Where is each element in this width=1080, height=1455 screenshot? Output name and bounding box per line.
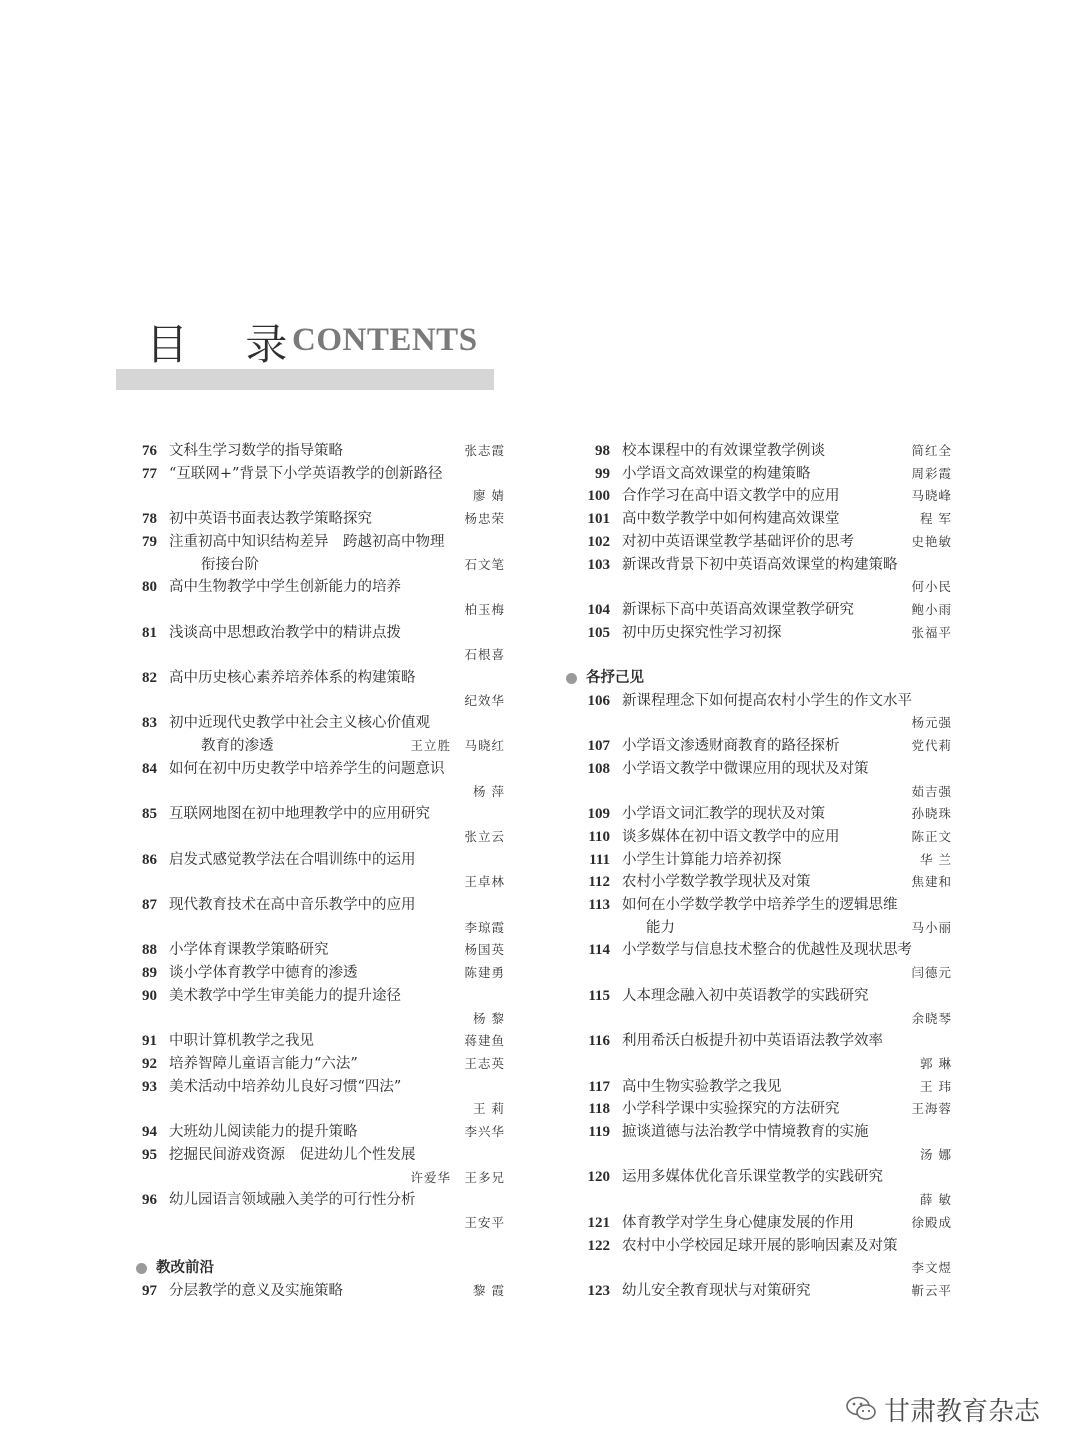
toc-entry	[560, 1098, 952, 1121]
page-number: 103	[587, 556, 610, 573]
article-author: 石文笔	[464, 556, 505, 572]
article-title: 谈多媒体在初中语文教学中的应用	[622, 828, 840, 845]
toc-entry-row	[560, 849, 952, 872]
page-number: 113	[588, 897, 610, 914]
toc-entry	[560, 1121, 952, 1166]
toc-entry	[115, 508, 505, 531]
page-number: 122	[587, 1237, 610, 1254]
article-author: 张福平	[911, 624, 952, 640]
article-title: 大班幼儿阅读能力的提升策略	[169, 1124, 358, 1141]
toc-entry-row	[560, 622, 952, 645]
page-number: 117	[588, 1078, 610, 1095]
article-author: 程 军	[920, 511, 952, 527]
page-number: 102	[587, 533, 610, 550]
page-number: 78	[142, 511, 157, 528]
toc-entry	[560, 485, 952, 508]
toc-entry	[560, 531, 952, 554]
section-heading	[115, 1257, 505, 1280]
article-title: 小学语文高效课堂的构建策略	[622, 465, 811, 482]
article-author: 茹吉强	[911, 783, 952, 799]
page-number: 105	[587, 624, 610, 641]
article-title-continued: 能力	[646, 919, 675, 936]
article-author: 史艳敏	[911, 533, 952, 549]
toc-entry	[115, 985, 505, 1030]
toc-entry-row	[115, 531, 505, 554]
toc-entry-row	[560, 1098, 952, 1121]
page-number: 86	[142, 851, 157, 868]
article-author: 杨元强	[911, 715, 952, 731]
section-bullet-icon	[566, 673, 577, 684]
watermark	[846, 1394, 1041, 1427]
page-number: 114	[588, 942, 610, 959]
article-title-continued: 教育的渗透	[201, 738, 274, 755]
toc-entry-row	[560, 985, 952, 1008]
toc-entry-row	[115, 622, 505, 645]
page-number: 97	[142, 1283, 157, 1299]
section-bullet-icon	[136, 1263, 147, 1274]
page-number: 100	[587, 488, 610, 505]
toc-entry	[560, 1076, 952, 1099]
toc-entry	[115, 463, 505, 508]
article-title: 培养智障儿童语言能力“六法”	[169, 1055, 358, 1072]
article-author: 薛 敏	[920, 1192, 952, 1208]
article-title: 高中数学教学中如何构建高效课堂	[622, 511, 840, 528]
article-title: 农村小学数学教学现状及对策	[622, 874, 811, 891]
toc-entry-row	[115, 1053, 505, 1076]
page-title-english: CONTENTS	[292, 322, 478, 358]
toc-entry	[560, 463, 952, 486]
page-number: 121	[587, 1214, 610, 1231]
toc-entry	[115, 667, 505, 712]
article-author: 靳云平	[911, 1283, 952, 1298]
section-title: 教改前沿	[156, 1260, 214, 1277]
wechat-icon	[846, 1396, 876, 1422]
page-number: 107	[587, 738, 610, 755]
toc-entry-row	[560, 871, 952, 894]
article-author: 杨 黎	[473, 1010, 505, 1026]
toc-entry	[115, 531, 505, 576]
page-number: 118	[588, 1101, 610, 1118]
toc-entry-row	[115, 849, 505, 872]
toc-entry	[115, 712, 505, 757]
toc-entry	[115, 803, 505, 848]
toc-entry-row	[560, 1235, 952, 1258]
page-number: 101	[587, 511, 610, 528]
article-author: 焦建和	[911, 874, 952, 890]
article-title-continued: 衔接台阶	[201, 556, 259, 573]
toc-entry-row	[560, 508, 952, 531]
article-author: 张立云	[464, 828, 505, 844]
toc-entry	[560, 1235, 952, 1280]
page-number: 123	[587, 1283, 610, 1299]
toc-entry	[115, 622, 505, 667]
page-number: 77	[142, 465, 157, 482]
toc-entry-continuation	[115, 735, 505, 758]
toc-entry	[560, 1166, 952, 1211]
article-title: 启发式感觉教学法在合唱训练中的运用	[169, 851, 416, 868]
page-number: 120	[587, 1169, 610, 1186]
article-author: 王志英	[464, 1055, 505, 1071]
article-title: 高中生物实验教学之我见	[622, 1078, 782, 1095]
page-number: 88	[142, 942, 157, 959]
article-author: 余晓琴	[911, 1010, 952, 1026]
page-number: 83	[142, 715, 157, 732]
toc-entry-row	[560, 826, 952, 849]
article-author: 廖 婧	[473, 488, 505, 504]
toc-entry	[560, 735, 952, 758]
article-author: 石根喜	[464, 647, 505, 663]
page-number: 111	[589, 851, 610, 868]
toc-entry	[560, 440, 952, 463]
toc-entry	[560, 826, 952, 849]
page-number: 95	[142, 1146, 157, 1163]
article-author: 杨 萍	[473, 783, 505, 799]
toc-entry	[560, 1212, 952, 1235]
page-number: 85	[142, 806, 157, 823]
toc-entry-continuation	[560, 917, 952, 940]
article-author: 王 玮	[920, 1078, 952, 1094]
toc-entry-row	[560, 758, 952, 781]
article-author: 杨忠荣	[464, 511, 505, 527]
toc-entry-row	[115, 1030, 505, 1053]
toc-entry-row	[560, 803, 952, 826]
toc-entry	[115, 1121, 505, 1144]
article-title: 高中历史核心素养培养体系的构建策略	[169, 670, 416, 687]
article-title: 小学语文词汇教学的现状及对策	[622, 806, 825, 823]
toc-entry	[115, 849, 505, 894]
article-title: 合作学习在高中语文教学中的应用	[622, 488, 840, 505]
article-author: 华 兰	[920, 851, 952, 867]
page-number: 92	[142, 1055, 157, 1072]
article-author: 鲍小雨	[911, 601, 952, 617]
article-title: 幼儿安全教育现状与对策研究	[622, 1283, 811, 1299]
article-title: 对初中英语课堂教学基础评价的思考	[622, 533, 854, 550]
article-author: 纪效华	[464, 692, 505, 708]
toc-entry	[115, 440, 505, 463]
article-title: “互联网+”背景下小学英语教学的创新路径	[169, 465, 443, 482]
toc-entry	[560, 599, 952, 622]
watermark-text: 甘肃教育杂志	[884, 1396, 1041, 1427]
article-author: 杨国英	[464, 942, 505, 958]
page-number: 89	[142, 965, 157, 982]
page-number: 119	[588, 1124, 610, 1141]
article-title: 分层教学的意义及实施策略	[169, 1283, 343, 1299]
article-author: 王立胜 马晓红	[410, 738, 505, 754]
toc-entry-row	[560, 735, 952, 758]
toc-entry-row	[115, 1189, 505, 1212]
page-number: 91	[142, 1033, 157, 1050]
article-author: 汤 娜	[920, 1146, 952, 1162]
article-title: 运用多媒体优化音乐课堂教学的实践研究	[622, 1169, 883, 1186]
toc-entry-row	[560, 894, 952, 917]
article-title: 新课标下高中英语高效课堂教学研究	[622, 601, 854, 618]
page-number: 115	[588, 987, 610, 1004]
article-title: 中职计算机教学之我见	[169, 1033, 314, 1050]
toc-entry-row	[115, 939, 505, 962]
article-title: 挖掘民间游戏资源 促进幼儿个性发展	[169, 1146, 416, 1163]
article-title: 农村中小学校园足球开展的影响因素及对策	[622, 1237, 898, 1254]
page-number: 98	[595, 443, 610, 459]
article-title: 校本课程中的有效课堂教学例谈	[622, 443, 825, 459]
article-author: 王安平	[464, 1214, 505, 1230]
article-title: 小学语文渗透财商教育的路径探析	[622, 738, 840, 755]
toc-entry-row	[560, 463, 952, 486]
article-author: 孙晓珠	[911, 806, 952, 822]
article-author: 简红全	[911, 443, 952, 458]
article-title: 人本理念融入初中英语教学的实践研究	[622, 987, 869, 1004]
article-author: 陈正文	[911, 828, 952, 844]
article-title: 互联网地图在初中地理教学中的应用研究	[169, 806, 430, 823]
article-author: 党代莉	[911, 738, 952, 754]
toc-entry-row	[115, 667, 505, 690]
toc-entry	[560, 871, 952, 894]
toc-entry-row	[560, 554, 952, 577]
toc-entry-row	[560, 531, 952, 554]
page-number: 109	[587, 806, 610, 823]
article-author: 张志霞	[464, 443, 505, 458]
article-author: 柏玉梅	[464, 601, 505, 617]
article-author: 王卓林	[464, 874, 505, 890]
toc-entry-row	[115, 1076, 505, 1099]
article-title: 新课程理念下如何提高农村小学生的作文水平	[622, 692, 912, 709]
toc-entry	[115, 1189, 505, 1234]
toc-entry-row	[560, 485, 952, 508]
page-number: 96	[142, 1192, 157, 1209]
article-title: 文科生学习数学的指导策略	[169, 443, 343, 459]
article-author: 李琼霞	[464, 919, 505, 935]
article-title: 小学数学与信息技术整合的优越性及现状思考	[622, 942, 912, 959]
toc-entry-row	[115, 1121, 505, 1144]
article-author: 蒋建鱼	[464, 1033, 505, 1049]
article-title: 摭谈道德与法治教学中情境教育的实施	[622, 1124, 869, 1141]
article-title: 幼儿园语言领域融入美学的可行性分析	[169, 1192, 416, 1209]
article-title: 小学生计算能力培养初探	[622, 851, 782, 868]
article-author: 许爱华 王多兄	[410, 1169, 505, 1185]
section-title: 各抒己见	[586, 670, 644, 687]
page-number: 93	[142, 1078, 157, 1095]
article-author: 陈建勇	[464, 965, 505, 981]
contents-header	[0, 0, 1080, 400]
toc-entry	[115, 576, 505, 621]
article-author: 李兴华	[464, 1124, 505, 1140]
toc-entry-row	[115, 440, 505, 463]
toc-entry	[115, 1280, 505, 1303]
article-title: 小学语文教学中微课应用的现状及对策	[622, 760, 869, 777]
article-title: 现代教育技术在高中音乐教学中的应用	[169, 897, 416, 914]
toc-entry-row	[115, 758, 505, 781]
toc-entry	[560, 1280, 952, 1303]
toc-entry-row	[115, 576, 505, 599]
page-number: 94	[142, 1124, 157, 1141]
toc-entry	[560, 849, 952, 872]
article-title: 初中历史探究性学习初探	[622, 624, 782, 641]
toc-entry-row	[560, 690, 952, 713]
article-author: 王 莉	[473, 1101, 505, 1117]
article-author: 郭 琳	[920, 1055, 952, 1071]
article-title: 美术教学中学生审美能力的提升途径	[169, 987, 401, 1004]
page-number: 99	[595, 465, 610, 482]
page-number: 79	[142, 533, 157, 550]
page-number: 104	[587, 601, 610, 618]
toc-entry	[115, 1144, 505, 1189]
toc-entry-row	[560, 939, 952, 962]
article-title: 小学科学课中实验探究的方法研究	[622, 1101, 840, 1118]
article-title: 美术活动中培养幼儿良好习惯“四法”	[169, 1078, 402, 1095]
article-title: 新课改背景下初中英语高效课堂的构建策略	[622, 556, 898, 573]
toc-entry	[560, 894, 952, 939]
toc-entry-row	[560, 1121, 952, 1144]
article-title: 注重初高中知识结构差异 跨越初高中物理	[169, 533, 445, 550]
article-author: 周彩霞	[911, 465, 952, 481]
toc-entry-row	[115, 1280, 505, 1303]
toc-entry-row	[115, 712, 505, 735]
toc-entry-continuation	[115, 554, 505, 577]
page-number: 87	[142, 897, 157, 914]
toc-entry	[560, 508, 952, 531]
article-title: 如何在初中历史教学中培养学生的问题意识	[169, 760, 445, 777]
toc-entry-row	[115, 463, 505, 486]
toc-entry-row	[115, 508, 505, 531]
page-number: 84	[142, 760, 157, 777]
article-title: 浅谈高中思想政治教学中的精讲点拨	[169, 624, 401, 641]
toc-entry-row	[560, 599, 952, 622]
toc-entry-row	[115, 803, 505, 826]
toc-entry-row	[115, 962, 505, 985]
article-title: 小学体育课教学策略研究	[169, 942, 329, 959]
toc-entry	[560, 939, 952, 984]
toc-entry	[115, 1076, 505, 1121]
toc-entry	[560, 758, 952, 803]
article-author: 李文煜	[911, 1260, 952, 1276]
toc-entry	[115, 758, 505, 803]
toc-entry	[560, 985, 952, 1030]
toc-entry	[115, 1030, 505, 1053]
toc-entry	[560, 690, 952, 735]
article-title: 初中近现代史教学中社会主义核心价值观	[169, 715, 430, 732]
toc-entry-row	[560, 1212, 952, 1235]
toc-entry	[115, 1053, 505, 1076]
article-author: 黎 霞	[473, 1283, 505, 1298]
toc-entry-row	[560, 1280, 952, 1303]
title-underline-bar	[116, 369, 494, 390]
right-toc-column	[560, 440, 952, 1303]
toc-entry	[560, 554, 952, 599]
page-number: 116	[588, 1033, 610, 1050]
article-title: 体育教学对学生身心健康发展的作用	[622, 1214, 854, 1231]
page-number: 112	[588, 874, 610, 891]
article-title: 如何在小学数学教学中培养学生的逻辑思维	[622, 897, 898, 914]
article-title: 利用希沃白板提升初中英语语法教学效率	[622, 1033, 883, 1050]
article-title: 谈小学体育教学中德育的渗透	[169, 965, 358, 982]
article-author: 王海蓉	[911, 1101, 952, 1117]
toc-entry-row	[560, 440, 952, 463]
toc-entry	[560, 803, 952, 826]
toc-entry	[560, 1030, 952, 1075]
toc-entry-row	[560, 1030, 952, 1053]
page-number: 76	[142, 443, 157, 459]
toc-entry	[115, 894, 505, 939]
article-author: 徐殿成	[911, 1214, 952, 1230]
page-number: 81	[142, 624, 157, 641]
toc-entry-row	[115, 894, 505, 917]
toc-entry	[115, 939, 505, 962]
article-title: 初中英语书面表达教学策略探究	[169, 511, 372, 528]
article-author: 马晓峰	[911, 488, 952, 504]
toc-entry-row	[115, 985, 505, 1008]
page-number: 106	[587, 692, 610, 709]
left-toc-column	[115, 440, 505, 1303]
page-number: 108	[587, 760, 610, 777]
section-heading	[560, 667, 952, 690]
toc-entry-row	[560, 1076, 952, 1099]
article-title: 高中生物教学中学生创新能力的培养	[169, 579, 401, 596]
toc-entry-row	[560, 1166, 952, 1189]
page-title-chinese: 目 录	[146, 320, 310, 369]
page-number: 80	[142, 579, 157, 596]
toc-entry	[560, 622, 952, 645]
article-author: 闫德元	[911, 965, 952, 981]
page-number: 90	[142, 987, 157, 1004]
article-author: 马小丽	[911, 919, 952, 935]
toc-entry	[115, 962, 505, 985]
page-number: 82	[142, 670, 157, 687]
article-author: 何小民	[911, 579, 952, 595]
page-number: 110	[588, 828, 610, 845]
toc-entry-row	[115, 1144, 505, 1167]
